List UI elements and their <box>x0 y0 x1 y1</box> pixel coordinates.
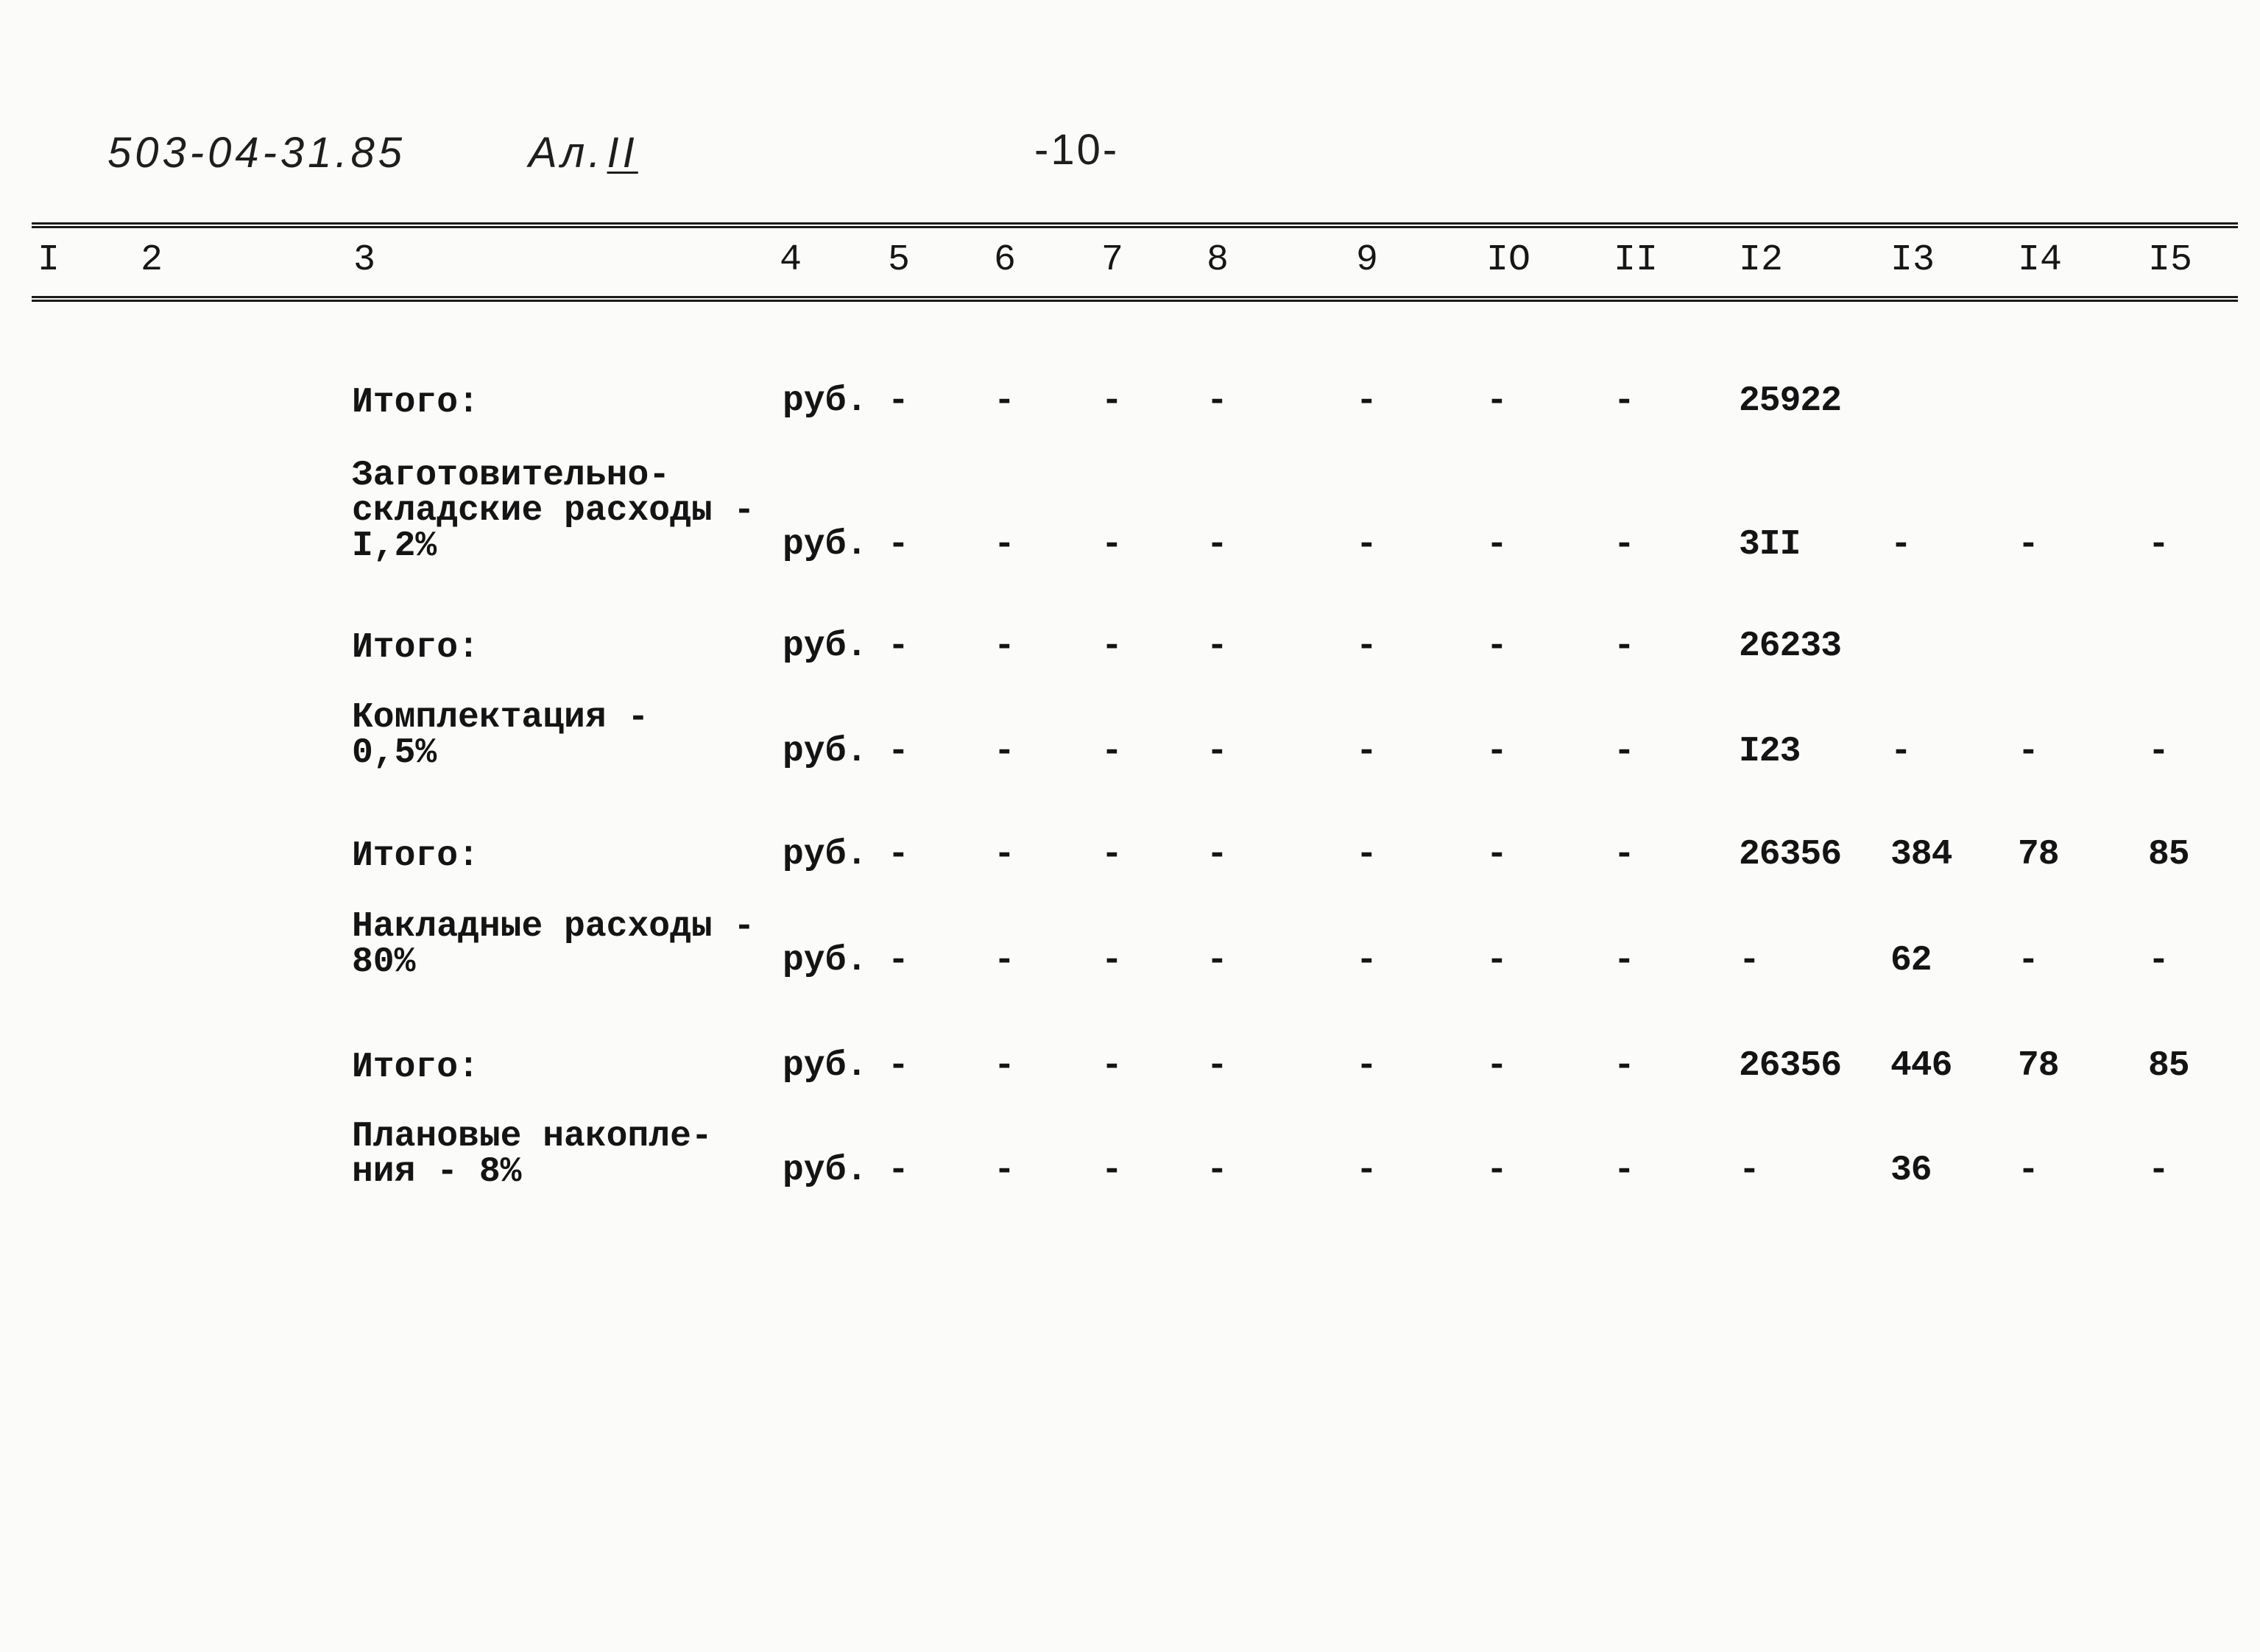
value-cell-col-9: - <box>1356 732 1377 772</box>
value-cell-col-10: - <box>1486 835 1508 875</box>
column-number-6: 6 <box>994 239 1017 281</box>
value-cell-col-15: - <box>2148 1151 2169 1190</box>
column-number-10: IO <box>1486 239 1531 281</box>
table-row <box>0 1047 2260 1085</box>
value-cell-col-12: - <box>1739 941 1759 981</box>
value-cell-col-9: - <box>1356 525 1377 565</box>
value-cell-col-9: - <box>1356 941 1377 981</box>
column-number-15: I5 <box>2148 239 2193 281</box>
value-cell-col-13: - <box>1890 525 1911 565</box>
value-cell-col-7: - <box>1101 1046 1123 1086</box>
value-cell-col-12: 25922 <box>1739 381 1842 421</box>
value-cell-col-8: - <box>1207 941 1228 981</box>
row-label-line: Итого: <box>352 383 479 423</box>
value-cell-col-6: - <box>994 381 1015 421</box>
value-cell-col-14: 78 <box>2018 835 2059 875</box>
value-cell-col-11: - <box>1614 381 1635 421</box>
column-number-14: I4 <box>2018 239 2063 281</box>
value-cell-col-9: - <box>1356 381 1377 421</box>
value-cell-col-11: - <box>1614 941 1635 981</box>
value-cell-col-14: - <box>2018 732 2038 772</box>
table-row <box>0 627 2260 666</box>
value-cell-col-12: I23 <box>1739 732 1801 772</box>
document-code: 503-04-31.85 <box>107 129 406 177</box>
value-cell-col-9: - <box>1356 1151 1377 1190</box>
value-cell-col-5: - <box>888 626 909 666</box>
value-cell-col-7: - <box>1101 732 1123 772</box>
table-row <box>0 698 2260 773</box>
unit-cell: руб. <box>783 732 868 772</box>
value-cell-col-9: - <box>1356 1046 1377 1086</box>
row-label-line: I,2% <box>352 526 437 566</box>
column-number-11: II <box>1614 239 1659 281</box>
page-number: -10- <box>1034 126 1120 174</box>
value-cell-col-11: - <box>1614 732 1635 772</box>
value-cell-col-13: 384 <box>1890 835 1952 875</box>
value-cell-col-8: - <box>1207 1151 1228 1190</box>
row-label-line: Заготовительно- <box>352 456 671 495</box>
column-number-13: I3 <box>1890 239 1935 281</box>
row-label <box>352 836 771 876</box>
column-number-4: 4 <box>780 239 802 281</box>
value-cell-col-6: - <box>994 732 1015 772</box>
value-cell-col-8: - <box>1207 835 1228 875</box>
value-cell-col-10: - <box>1486 381 1508 421</box>
table-row <box>0 836 2260 874</box>
value-cell-col-13: - <box>1890 732 1911 772</box>
value-cell-col-5: - <box>888 941 909 981</box>
value-cell-col-7: - <box>1101 381 1123 421</box>
value-cell-col-14: 78 <box>2018 1046 2059 1086</box>
table-row <box>0 381 2260 423</box>
value-cell-col-5: - <box>888 1151 909 1190</box>
value-cell-col-15: - <box>2148 525 2169 565</box>
unit-cell: руб. <box>783 835 868 875</box>
row-label <box>352 383 771 423</box>
value-cell-col-15: - <box>2148 732 2169 772</box>
value-cell-col-14: - <box>2018 941 2038 981</box>
value-cell-col-5: - <box>888 835 909 875</box>
row-label-line: Накладные расходы - <box>352 907 755 947</box>
value-cell-col-5: - <box>888 1046 909 1086</box>
value-cell-col-15: 85 <box>2148 835 2189 875</box>
value-cell-col-11: - <box>1614 525 1635 565</box>
column-number-7: 7 <box>1101 239 1124 281</box>
sheet-prefix: Ал. <box>529 129 604 177</box>
row-label <box>352 630 771 666</box>
value-cell-col-7: - <box>1101 525 1123 565</box>
table-row <box>0 1117 2260 1192</box>
value-cell-col-6: - <box>994 1046 1015 1086</box>
unit-cell: руб. <box>783 381 868 421</box>
row-label <box>352 1119 771 1190</box>
unit-cell: руб. <box>783 626 868 666</box>
value-cell-col-9: - <box>1356 835 1377 875</box>
value-cell-col-11: - <box>1614 1151 1635 1190</box>
value-cell-col-13: 446 <box>1890 1046 1952 1086</box>
value-cell-col-8: - <box>1207 381 1228 421</box>
value-cell-col-6: - <box>994 626 1015 666</box>
value-cell-col-10: - <box>1486 1046 1508 1086</box>
value-cell-col-7: - <box>1101 626 1123 666</box>
value-cell-col-5: - <box>888 732 909 772</box>
row-label <box>352 1050 771 1085</box>
column-number-8: 8 <box>1207 239 1229 281</box>
value-cell-col-13: 62 <box>1890 941 1932 981</box>
row-label-line: Итого: <box>352 836 479 876</box>
value-cell-col-7: - <box>1101 941 1123 981</box>
column-number-12: I2 <box>1739 239 1784 281</box>
value-cell-col-8: - <box>1207 525 1228 565</box>
value-cell-col-8: - <box>1207 732 1228 772</box>
value-cell-col-6: - <box>994 941 1015 981</box>
row-label-line: 0,5% <box>352 733 437 773</box>
row-label <box>352 700 771 771</box>
value-cell-col-10: - <box>1486 525 1508 565</box>
value-cell-col-7: - <box>1101 835 1123 875</box>
value-cell-col-12: 3II <box>1739 525 1801 565</box>
row-label-line: 80% <box>352 942 416 982</box>
value-cell-col-8: - <box>1207 1046 1228 1086</box>
table-row <box>0 456 2260 566</box>
value-cell-col-10: - <box>1486 941 1508 981</box>
value-cell-col-10: - <box>1486 626 1508 666</box>
value-cell-col-11: - <box>1614 1046 1635 1086</box>
value-cell-col-12: 26233 <box>1739 626 1842 666</box>
value-cell-col-14: - <box>2018 525 2038 565</box>
value-cell-col-11: - <box>1614 626 1635 666</box>
row-label-line: Комплектация - <box>352 698 649 738</box>
value-cell-col-5: - <box>888 525 909 565</box>
unit-cell: руб. <box>783 525 868 565</box>
value-cell-col-11: - <box>1614 835 1635 875</box>
value-cell-col-12: 26356 <box>1739 1046 1842 1086</box>
row-label-line: складские расходы - <box>352 491 755 531</box>
column-number-9: 9 <box>1356 239 1379 281</box>
value-cell-col-15: 85 <box>2148 1046 2189 1086</box>
row-label <box>352 458 771 564</box>
value-cell-col-9: - <box>1356 626 1377 666</box>
unit-cell: руб. <box>783 1151 868 1190</box>
value-cell-col-6: - <box>994 1151 1015 1190</box>
sheet-number: II <box>607 129 638 177</box>
value-cell-col-6: - <box>994 525 1015 565</box>
value-cell-col-14: - <box>2018 1151 2038 1190</box>
row-label-line: Итого: <box>352 1048 479 1087</box>
value-cell-col-8: - <box>1207 626 1228 666</box>
column-number-1: I <box>38 239 60 281</box>
value-cell-col-10: - <box>1486 732 1508 772</box>
unit-cell: руб. <box>783 941 868 981</box>
value-cell-col-6: - <box>994 835 1015 875</box>
value-cell-col-7: - <box>1101 1151 1123 1190</box>
row-label <box>352 909 771 980</box>
unit-cell: руб. <box>783 1046 868 1086</box>
column-number-5: 5 <box>888 239 911 281</box>
value-cell-col-15: - <box>2148 941 2169 981</box>
value-cell-col-5: - <box>888 381 909 421</box>
table-row <box>0 907 2260 982</box>
value-cell-col-10: - <box>1486 1151 1508 1190</box>
row-label-line: Плановые накопле- <box>352 1117 713 1157</box>
value-cell-col-13: 36 <box>1890 1151 1932 1190</box>
row-label-line: ния - 8% <box>352 1152 522 1192</box>
column-number-3: 3 <box>353 239 376 281</box>
value-cell-col-12: 26356 <box>1739 835 1842 875</box>
value-cell-col-12: - <box>1739 1151 1759 1190</box>
column-number-2: 2 <box>141 239 163 281</box>
row-label-line: Итого: <box>352 628 479 668</box>
